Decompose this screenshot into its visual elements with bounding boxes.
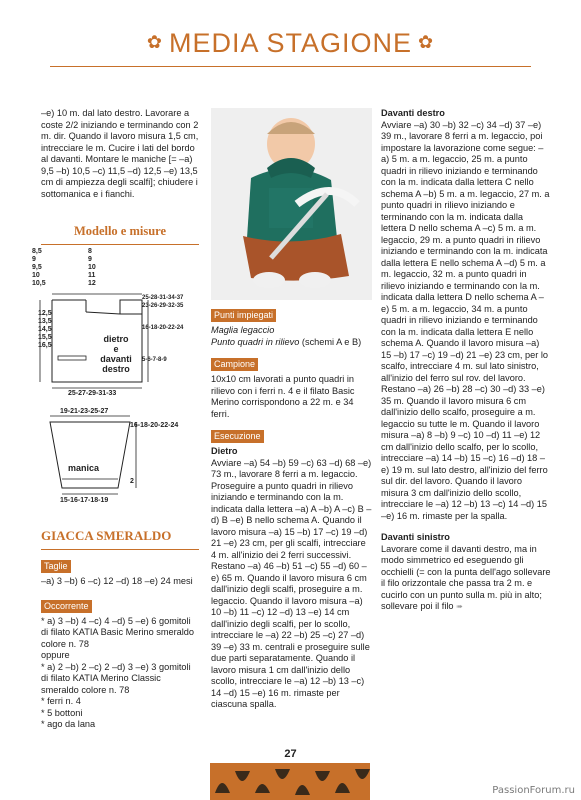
bottom-width-measure: 25-27-29-31-33 <box>68 390 117 397</box>
materials-item: * ferri n. 4 <box>41 696 81 706</box>
side-measure-1: 16-18-20-22-24 <box>142 325 184 331</box>
measure: 8,5 <box>32 248 42 255</box>
left-front-title: Davanti sinistro <box>381 532 450 542</box>
measure: 13,5 <box>38 318 52 325</box>
column-left <box>41 108 199 245</box>
cuff-measure: 2 <box>130 478 134 485</box>
watermark: PassionForum.ru <box>492 785 575 796</box>
materials-item: oppure <box>41 650 70 660</box>
measure: 16,5 <box>38 342 52 349</box>
execution-label-wrap <box>211 426 372 444</box>
project-details <box>41 528 199 731</box>
back-text: Avviare –a) 54 –b) 59 –c) 63 –d) 68 –e) 73 m., lavorare 8 ferri a m. legaccio. Proseguire a punto quadri in rilievo iniziando e terminando con la m. indicata dalla lettera –a) A –b) A –c) B –d) B –e) B nello schema A. Quando il lavoro misura –a) 15 –b) 17 –c) 19 –d) 21 –e) 23 cm, per gli scalfi, intrecciare 4 m. all'inizio dei 2 ferri successivi. Restano –a) 46 –b) 51 –c) 55 –d) 60 –e) 65 m. Quando il lavoro misura 6 cm dall'inizio degli scalfi, proseguire a m. legaccio. Quando il lavoro misura –a) 10 –b) 11 –c) 12 –d) 13 –e) 14 cm dall'inizio degli scalfi, per lo scollo, intrecciare le –a) 22 –b) 25 –c) 27 –d) 39 –e) 33 m. centrali e proseguire sulle due parti separatamente. Quando il lavoro misura 1 cm dall'inizio dello scollo, intrecciare le –a) 12 –b) 13 –c) 14 –d) 15 –e) 16 m. rimaste per ciascuna spalla. <box>211 457 372 709</box>
measure: 10 <box>32 272 40 279</box>
materials-label: Occorrente <box>41 600 92 613</box>
stitch-name: Punto quadri in rilievo <box>211 336 300 347</box>
sleeve-bottom-measure: 15-16-17-18-19 <box>60 497 109 504</box>
right-front-text: Avviare –a) 30 –b) 32 –c) 34 –d) 37 –e) 39 m., lavorare 8 ferri a m. legaccio, poi impostare la lavorazione come segue: –a) 5 m. a m. legaccio, 25 m. a punto quadri in rilievo iniziando e terminando con la m. indicata dalla lettera C nello schema A –b) 5 m. a m. legaccio, 27 m. a punto quadri in rilievo iniziando e terminando con la m. indicata dalla lettera D nello schema A –c) 5 m. a m. legaccio, 29 m. a punto quadri in rilievo iniziando e terminando con la m. indicata dalla lettera E nello schema A –d) 5 m. a m. legaccio, 32 m. a punto quadri in rilievo iniziando e terminando con la m. indicata dalla lettera D nello schema A –e) 5 m. a m. legaccio, 34 m. a punto quadri in rilievo iniziando e terminando con la m. indicata dalla lettera E nello schema A. Quando il lavoro misura –a) 15 –b) 17 –c) 19 –d) 21 –e) 23 cm, per lo scalfo, intrecciare 4 m. sul lato sinistro, all'inizio del ferro sul rov. del lavoro. Restano –a) 26 –b) 28 –c) 30 –d) 33 –e) 35 m. Quando il lavoro misura 6 cm dall'inizio dello scalfo, proseguire a m. legaccio su tutte le m. Quando il lavoro misura –a) 8 –b) 9 –c) 10 –d) 11 –e) 12 cm dall'inizio dello scalfo, per lo scollo, intrecciare –a) 14 –b) 15 –c) 16 –d) 18 –e) 19 m. sul lato destro, all'inizio del ferro sul dir. del lavoro. Quando il lavoro misura 3 cm dall'inizio dello scollo, intrecciare le –a) 12 –b) 13 –c) 14 –d) 15 –e) 16 m. rimaste per la spalla. <box>381 119 550 521</box>
measure: 12,5 <box>38 310 52 317</box>
stitch-note: (schemi A e B) <box>299 336 362 347</box>
shoulder-measure-2: 23-26-29-32-35 <box>142 303 184 309</box>
label: e <box>113 344 119 354</box>
right-top-measures <box>88 248 96 288</box>
stitches-label-wrap <box>211 305 372 323</box>
sleeve-side-measure: 16-18-20-22-24 <box>130 422 179 429</box>
measure: 12 <box>88 280 96 287</box>
stitches-label: Punti impiegati <box>211 309 276 322</box>
baby-photo <box>211 108 372 300</box>
sleeve-outline <box>50 422 130 488</box>
sleeve-label: manica <box>68 463 100 473</box>
baby-illustration <box>211 108 372 300</box>
gauge-label-wrap <box>211 354 372 372</box>
execution-label: Esecuzione <box>211 430 264 443</box>
header-rule <box>50 66 531 67</box>
measure: 9 <box>88 256 92 263</box>
finishing-paragraph: –e) 10 m. dal lato destro. Lavorare a coste 2/2 iniziando e terminando con 2 m. dir. Quando il lavoro misura 1,5 cm, intrecciare le m. Cucire i lati del bordo al davanti. Montare le maniche [= –a) 9,5 –b) 10,5 –c) 11,5 –d) 12,5 –e) 13,5 cm di ampiezza degli scalfi]; chiudere i sottomanica e i fianchi. <box>41 108 199 199</box>
gauge-text: 10x10 cm lavorati a punto quadri in rilievo con i ferri n. 4 e il filato Basic Merino corrispondono a 22 m. e 34 ferri. <box>211 374 355 419</box>
left-top-measures <box>32 248 46 288</box>
materials-item: * a) 3 –b) 4 –c) 4 –d) 5 –e) 6 gomitoli di filato KATIA Basic Merino smeraldo colore n. 78 <box>41 615 195 649</box>
column-right <box>381 108 551 613</box>
right-front-title: Davanti destro <box>381 108 445 118</box>
neck-curve <box>86 312 120 314</box>
project-title: GIACCA SMERALDO <box>41 528 172 543</box>
sizes-label-wrap <box>41 556 199 574</box>
continue-arrow-icon: ➠ <box>456 602 463 611</box>
leaf-pattern <box>210 763 370 800</box>
decorative-band <box>210 763 370 800</box>
label: davanti <box>100 354 132 364</box>
materials-label-wrap <box>41 596 199 614</box>
materials-item: * 5 bottoni <box>41 707 83 718</box>
schematic-lines <box>30 242 200 512</box>
sizes-text: –a) 3 –b) 6 –c) 12 –d) 18 –e) 24 mesi <box>41 576 193 586</box>
header-title-text: MEDIA STAGIONE <box>168 28 413 58</box>
page-header <box>0 0 581 70</box>
shoulder-measure-1: 25-28-31-34-37 <box>142 295 184 301</box>
left-side-measures <box>38 310 52 350</box>
pocket-mark <box>58 356 86 360</box>
gauge-label: Campione <box>211 358 258 371</box>
body-piece-label <box>96 334 136 374</box>
project-title-rule <box>41 549 199 550</box>
measure: 8 <box>88 248 92 255</box>
sizes-label: Taglie <box>41 560 71 573</box>
side-measure-2: 5-6-7-8-9 <box>142 357 167 363</box>
left-front-body: Lavorare come il davanti destro, ma in modo simmetrico ed eseguendo gli occhielli (= con la punta dell'ago sollevare il filo orizzontale che passa tra 2 m. e cucirlo con un punto sulla m. più in alto; sollevare poi il filo <box>381 543 551 611</box>
model-title-wrap <box>41 222 199 240</box>
flower-ornament-icon: ✿ <box>418 32 435 52</box>
section-header-title <box>0 28 581 59</box>
measure: 14,5 <box>38 326 52 333</box>
stitch-item <box>211 337 372 349</box>
column-middle <box>211 305 372 711</box>
back-title: Dietro <box>211 446 238 456</box>
left-front-text <box>381 544 551 613</box>
measure: 10,5 <box>32 280 46 287</box>
schematic-diagram <box>30 242 200 512</box>
materials-item: * ago da lana <box>41 719 96 729</box>
materials-item: * a) 2 –b) 2 –c) 2 –d) 3 –e) 3 gomitoli di filato KATIA Merino Classic smeraldo colore n. 78 <box>41 661 191 695</box>
flower-ornament-icon: ✿ <box>146 32 163 52</box>
measure: 9,5 <box>32 264 42 271</box>
measure: 9 <box>32 256 36 263</box>
model-title: Modello e misure <box>73 224 167 238</box>
label: destro <box>102 364 130 374</box>
measure: 11 <box>88 272 96 279</box>
label: dietro <box>103 334 129 344</box>
measure: 15,5 <box>38 334 52 341</box>
page-number: 27 <box>284 748 297 760</box>
sleeve-top-measure: 19-21-23-25-27 <box>60 408 109 415</box>
stitch-item: Maglia legaccio <box>211 325 275 335</box>
measure: 10 <box>88 264 96 271</box>
